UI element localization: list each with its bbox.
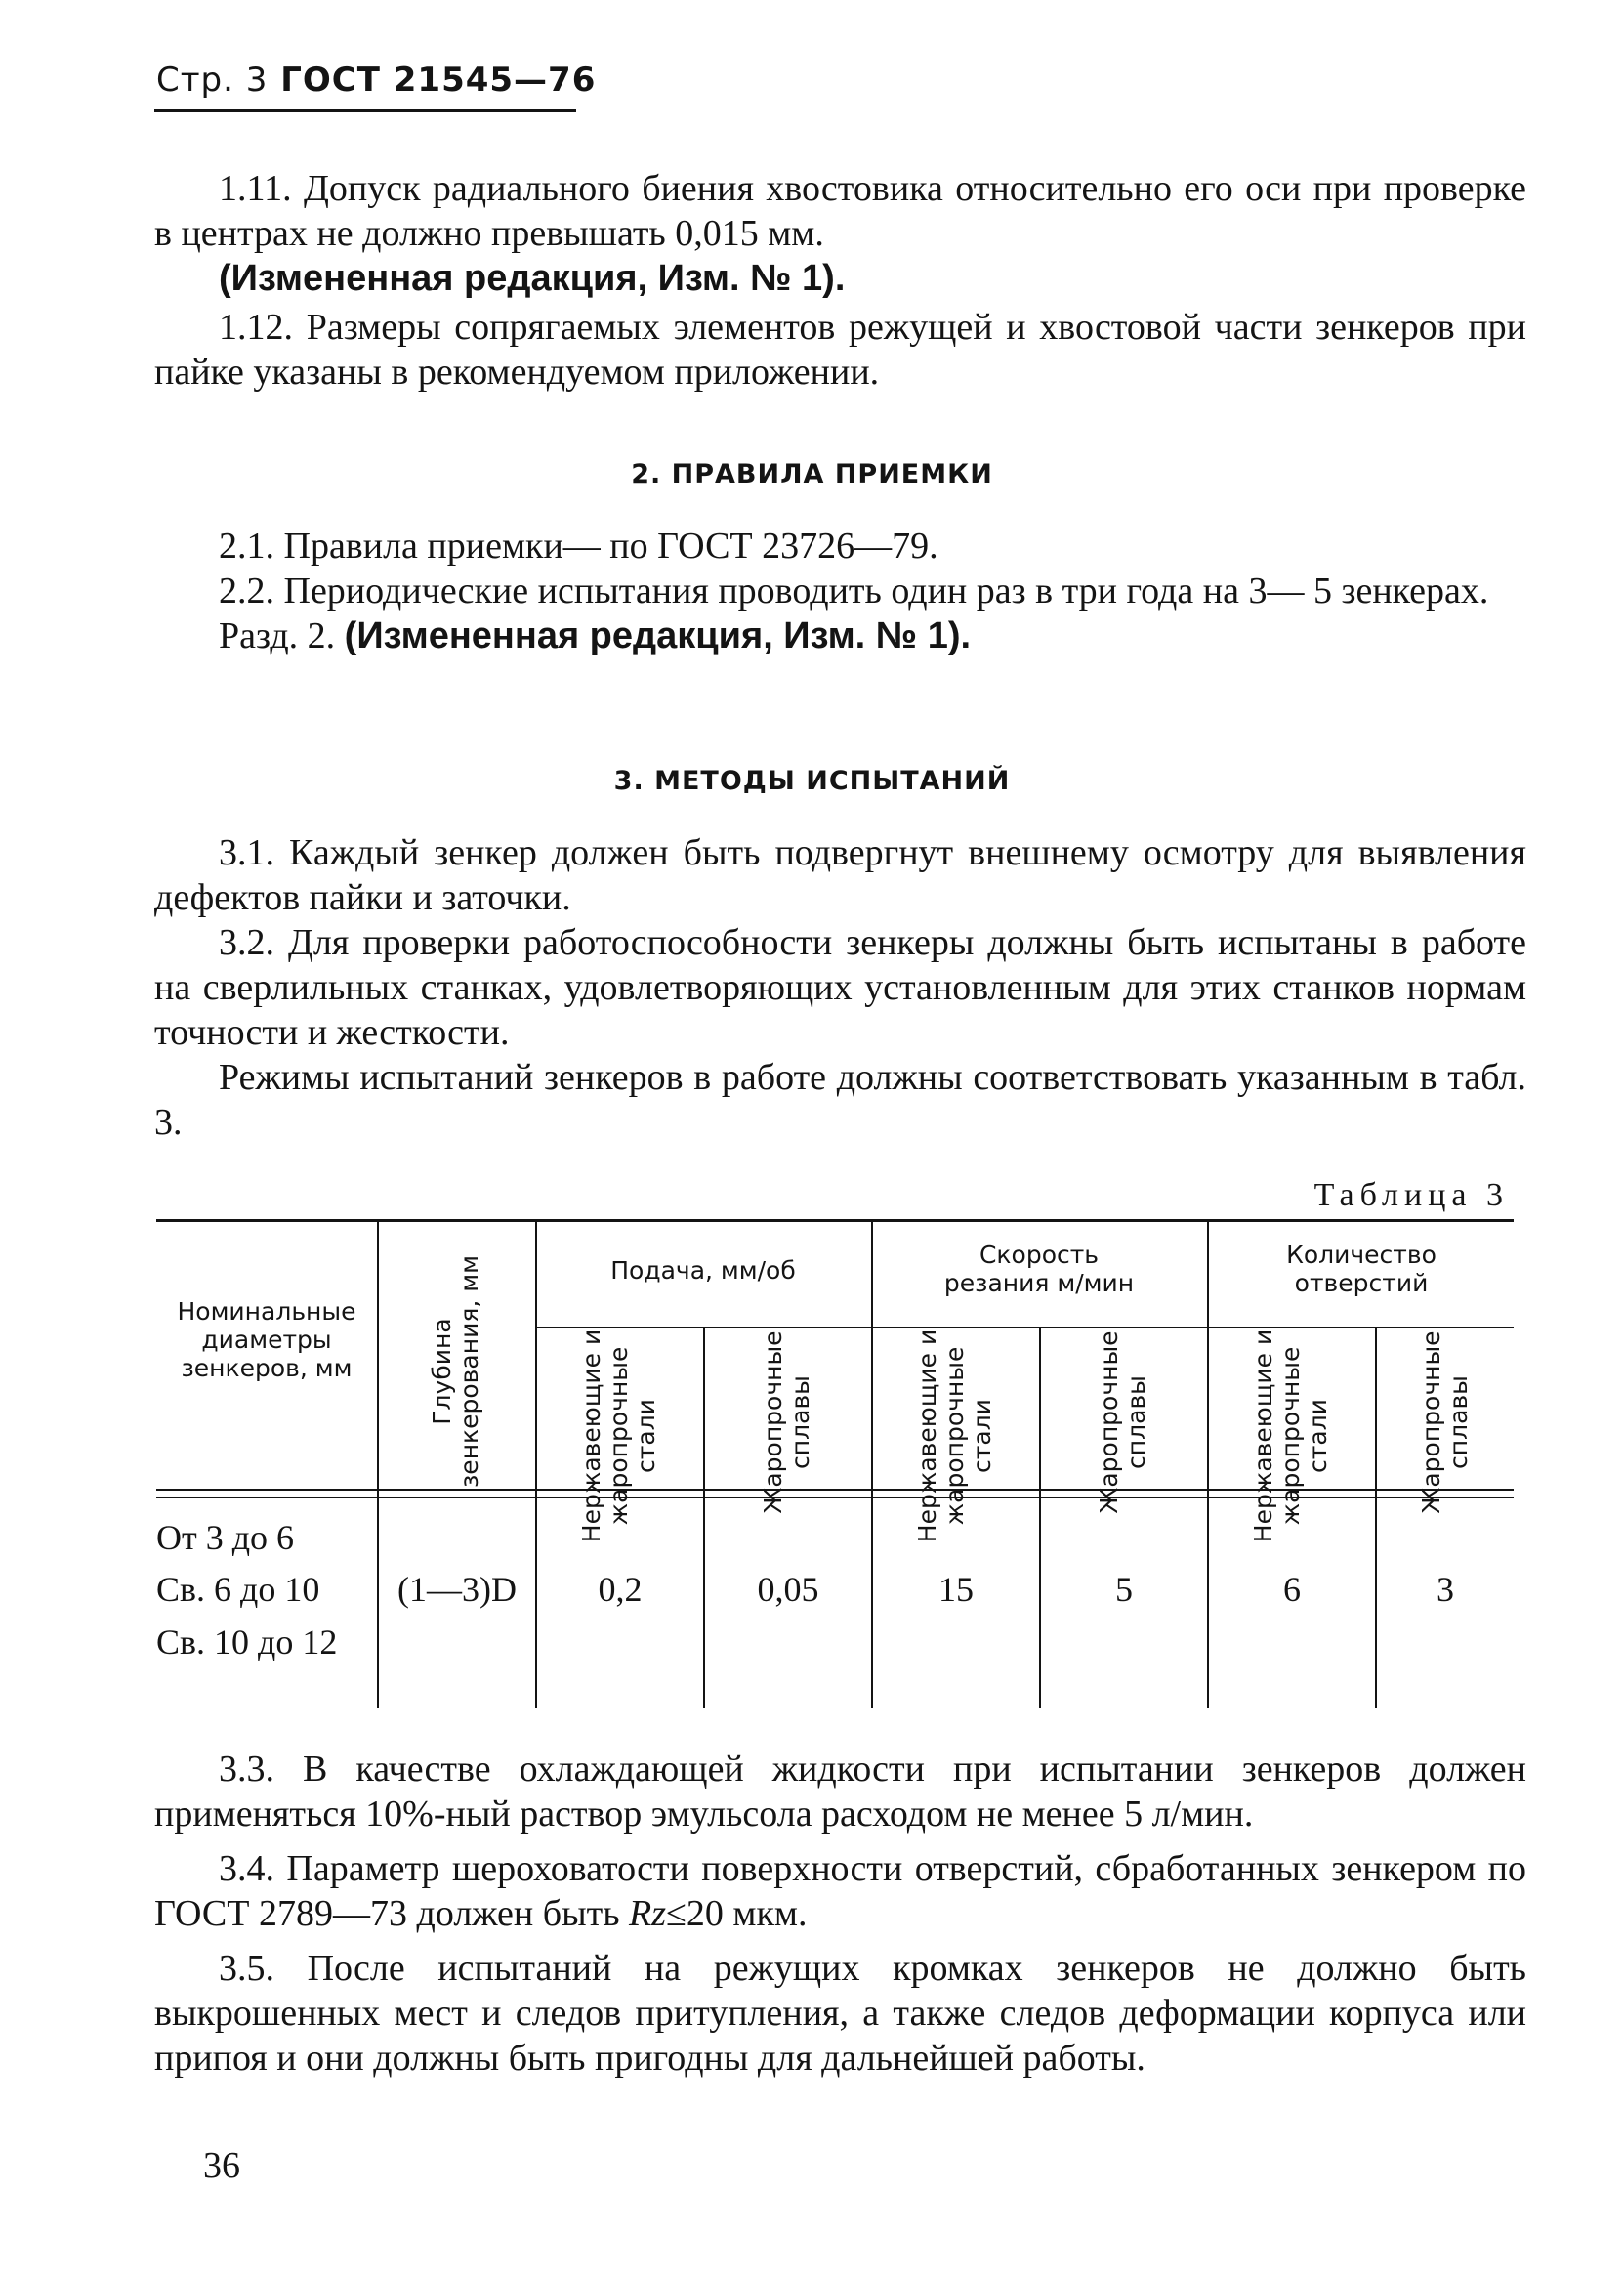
paragraph-3-3: 3.3. В качестве охлаждающей жидкости при испытании зенкеров должен применяться 10%-ный раствор эмульсола расходом не менее 5 л/мин. xyxy=(154,1749,1526,1834)
cell-speed-steel: 15 xyxy=(938,1570,974,1609)
page-label: Стр. 3 xyxy=(156,61,269,100)
header-speed: Скорость резания м/мин xyxy=(943,1241,1135,1297)
section-2-note xyxy=(154,613,1526,658)
cell-feed-steel: 0,2 xyxy=(598,1570,643,1609)
header-holes: Количество отверстий xyxy=(1286,1241,1437,1297)
table-caption: Таблица 3 xyxy=(1313,1177,1509,1213)
table-top-rule xyxy=(156,1219,1514,1222)
paragraph-1-11-text: 1.11. Допуск радиального биения хвостовика относительно его оси при проверке в центрах не должно превышать 0,015 мм. xyxy=(154,168,1526,254)
page-number: 36 xyxy=(203,2145,240,2186)
section-3-body-bottom xyxy=(154,1747,1526,2081)
row-diameter-2: Св. 6 до 10 xyxy=(156,1570,320,1609)
paragraph-2-2: 2.2. Периодические испытания проводить один раз в три года на 3— 5 зенкерах. xyxy=(219,570,1489,611)
table-group-rule xyxy=(535,1327,1514,1328)
paragraph-3-4 xyxy=(154,1846,1526,1936)
table-vrule-7 xyxy=(1375,1328,1377,1708)
paragraph-3-5: 3.5. После испытаний на режущих кромках зенкеров не должно быть выкрошенных мест и следов притупления, а также следов деформации корпуса или припоя и они должны быть пригодны для дальнейшей работы. xyxy=(154,1948,1526,2079)
paragraph-3-4-text: 3.4. Параметр шероховатости поверхности отверстий, сбработанных зенкером по ГОСТ 2789—73 должен быть xyxy=(154,1848,1526,1934)
section-3-title: 3. МЕТОДЫ ИСПЫТАНИЙ xyxy=(613,766,1011,796)
section-2-note-text: (Измененная редакция, Изм. № 1). xyxy=(344,615,972,656)
paragraph-3-1: 3.1. Каждый зенкер должен быть подвергнут внешнему осмотру для выявления дефектов пайки и заточки. xyxy=(154,832,1526,918)
roughness-symbol: Rz xyxy=(629,1893,667,1934)
paragraph-1-12-text: 1.12. Размеры сопрягаемых элементов режущей и хвостовой части зенкеров при пайке указаны в рекомендуемом приложении. xyxy=(154,307,1526,393)
paragraph-2-1: 2.1. Правила приемки— по ГОСТ 23726—79. xyxy=(219,526,938,567)
header-holes-steel: Нержавеющие и жаропрочные стали xyxy=(1249,1328,1332,1543)
paragraph-3-4-value: ≤20 мкм. xyxy=(666,1893,808,1934)
cell-speed-alloy: 5 xyxy=(1115,1570,1133,1609)
header-holes-alloy: Жаропрочные сплавы xyxy=(1417,1330,1473,1514)
header-diameter: Номинальные диаметры зенкеров, мм xyxy=(177,1297,356,1382)
paragraph-1-11-note: (Измененная редакция, Изм. № 1). xyxy=(219,258,846,299)
table-vrule-1 xyxy=(377,1219,379,1708)
header-rule xyxy=(154,109,576,112)
section-3-body-top xyxy=(154,830,1526,1145)
paragraph-3-2: 3.2. Для проверки работоспособности зенкеры должны быть испытаны в работе на сверлильных станках, удовлетворяющих установленным для этих станков нормам точности и жесткости. xyxy=(154,922,1526,1053)
header-feed: Подача, мм/об xyxy=(610,1256,796,1285)
cell-feed-alloy: 0,05 xyxy=(757,1570,819,1609)
row-diameter-3: Св. 10 до 12 xyxy=(156,1623,338,1662)
header-depth: Глубина зенкерования, мм xyxy=(428,1255,483,1488)
section-2-note-prefix: Разд. 2. xyxy=(219,615,345,656)
cell-holes-steel: 6 xyxy=(1283,1570,1301,1609)
header-speed-alloy: Жаропрочные сплавы xyxy=(1095,1330,1150,1514)
header-speed-steel: Нержавеющие и жаропрочные стали xyxy=(913,1328,996,1543)
paragraph-3-2-continued: Режимы испытаний зенкеров в работе должны соответствовать указанным в табл. 3. xyxy=(154,1057,1526,1143)
header-feed-steel: Нержавеющие и жаропрочные стали xyxy=(577,1328,660,1543)
standard-number: ГОСТ 21545—76 xyxy=(280,61,597,100)
section-2-title: 2. ПРАВИЛА ПРИЕМКИ xyxy=(631,459,993,489)
table-3 xyxy=(156,1219,1514,1708)
cell-holes-alloy: 3 xyxy=(1437,1570,1454,1609)
paragraph-1-11 xyxy=(154,166,1526,301)
row-diameter-1: От 3 до 6 xyxy=(156,1518,295,1557)
section-2-body xyxy=(154,524,1526,658)
header-feed-alloy: Жаропрочные сплавы xyxy=(759,1330,814,1514)
cell-depth: (1—3)D xyxy=(397,1570,517,1609)
table-vrule-2 xyxy=(535,1219,537,1708)
paragraph-1-12 xyxy=(154,305,1526,395)
table-vrule-3 xyxy=(703,1328,705,1708)
running-header xyxy=(156,61,596,100)
table-vrule-5 xyxy=(1039,1328,1041,1708)
